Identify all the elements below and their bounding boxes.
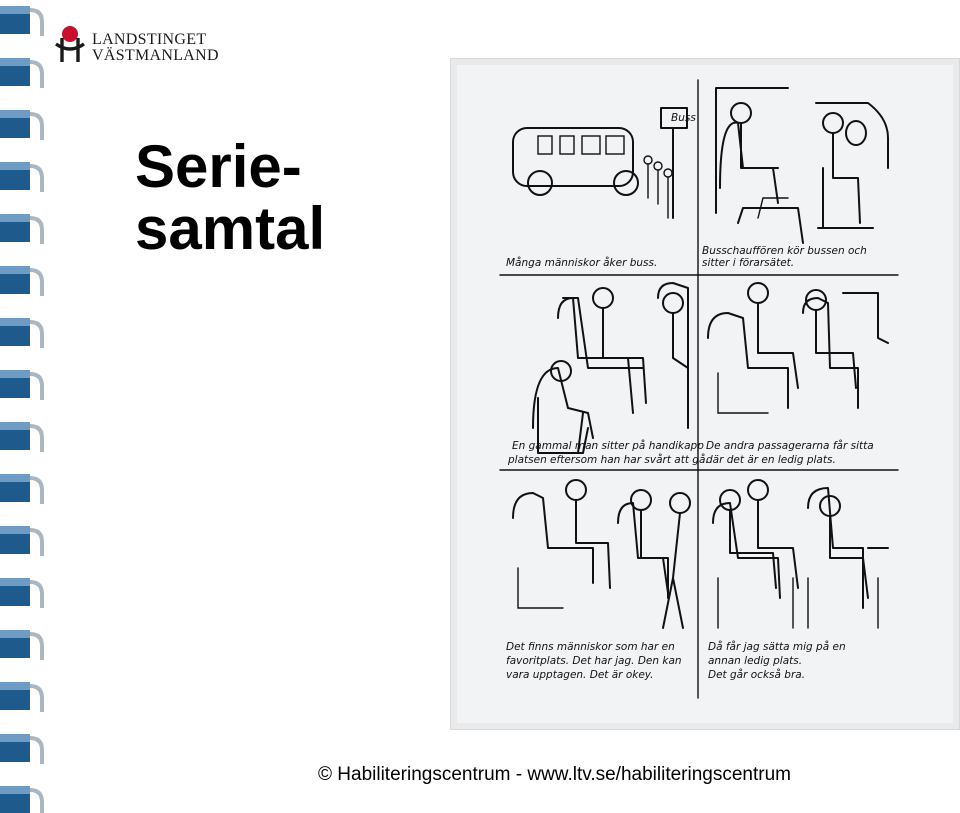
panel-4-caption: De andra passagerarna får sitta där det är en ledig plats. xyxy=(706,440,874,466)
panel-2-driver-drawing xyxy=(716,88,888,243)
panel-6-caption: Då får jag sätta mig på en annan ledig plats. Det går också bra. xyxy=(708,641,846,681)
logo-line-2: VÄSTMANLAND xyxy=(92,47,219,64)
landstinget-logo-mark xyxy=(52,24,92,64)
comic-strip xyxy=(458,68,948,718)
binding-ring xyxy=(0,58,42,88)
landstinget-logo xyxy=(52,24,219,68)
binding-ring xyxy=(0,110,42,140)
panel-4-passengers-drawing xyxy=(708,283,888,413)
binding-ring xyxy=(0,214,42,244)
binding-ring xyxy=(0,6,42,36)
logo-line-1: LANDSTINGET xyxy=(92,31,207,48)
panel-3-old-man-drawing xyxy=(533,283,688,453)
panel-6-other-seat-drawing xyxy=(713,480,888,628)
binding-ring xyxy=(0,266,42,296)
bus-sign-label: Buss xyxy=(671,112,696,124)
title-line-1: Serie- xyxy=(135,133,302,200)
copyright-footer: © Habiliteringscentrum - www.ltv.se/habiliteringscentrum xyxy=(318,764,791,785)
slide-title xyxy=(135,133,326,262)
binding-ring xyxy=(0,734,42,764)
binding-ring xyxy=(0,578,42,608)
binding-ring xyxy=(0,786,42,813)
panel-1-caption: Många människor åker buss. xyxy=(506,257,658,269)
binding-ring xyxy=(0,474,42,504)
binding-ring xyxy=(0,526,42,556)
binding-ring xyxy=(0,162,42,192)
binding-ring xyxy=(0,630,42,660)
spiral-binding xyxy=(0,0,48,813)
binding-ring xyxy=(0,370,42,400)
binding-ring xyxy=(0,422,42,452)
panel-3-caption: En gammal man sitter på handikapp platsen eftersom han har svårt att gå. xyxy=(508,440,709,466)
title-line-2: samtal xyxy=(135,195,326,262)
panel-1-bus-drawing xyxy=(513,108,687,218)
binding-ring xyxy=(0,318,42,348)
panel-5-favourite-seat-drawing xyxy=(513,480,690,628)
panel-5-caption: Det finns människor som har en favoritplats. Det har jag. Den kan vara upptagen. Det är okey. xyxy=(506,641,682,681)
panel-2-caption: Busschauffören kör bussen och sitter i förarsätet. xyxy=(702,245,867,269)
binding-ring xyxy=(0,682,42,712)
